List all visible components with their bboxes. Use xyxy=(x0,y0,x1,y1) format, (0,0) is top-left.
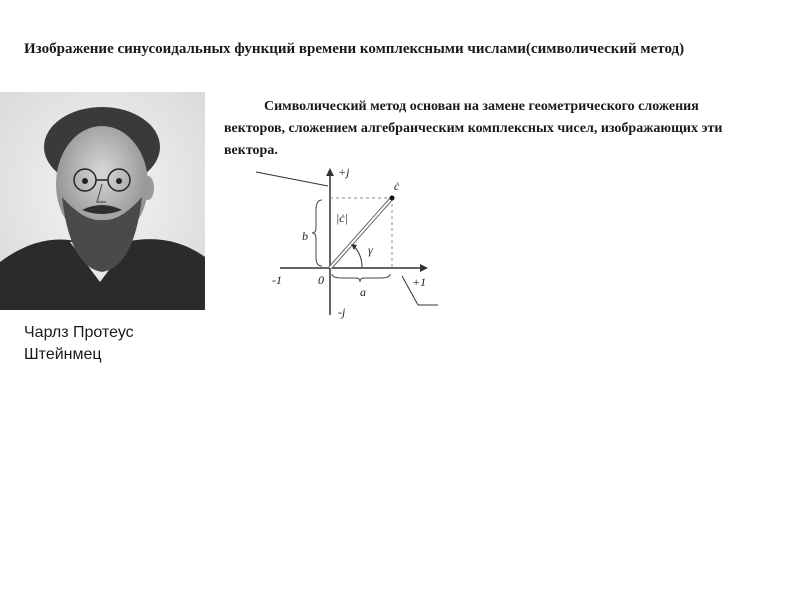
label-a: a xyxy=(360,285,366,299)
label-gamma: γ xyxy=(368,243,373,257)
label-zero: 0 xyxy=(318,273,324,287)
angle-arc xyxy=(354,246,362,268)
label-abs-c: |ċ| xyxy=(336,211,348,225)
steinmetz-portrait xyxy=(0,92,205,310)
label-b: b xyxy=(302,229,308,243)
imaginary-axis-arrow xyxy=(326,168,334,176)
complex-plane-diagram xyxy=(250,160,450,320)
slide-title: Изображение синусоидальных функций времени комплексными числами(символический метод) xyxy=(24,41,685,57)
brace-a xyxy=(332,274,390,282)
label-c: ċ xyxy=(394,179,400,193)
caption-line-1: Чарлз Протеус xyxy=(24,324,134,341)
portrait-caption xyxy=(24,322,204,366)
label-minus-1: -1 xyxy=(272,273,282,287)
body-text: Символический метод основан на замене геометрического сложения векторов, сложением алгебраическим комплексных чисел, изображающих эти вектора. xyxy=(224,99,723,158)
real-axis-arrow xyxy=(420,264,428,272)
vector-tip xyxy=(390,196,395,201)
callout-line-left xyxy=(256,172,328,186)
brace-b xyxy=(312,200,322,266)
caption-line-2: Штейнмец xyxy=(24,346,102,363)
label-plus-1: +1 xyxy=(412,275,427,289)
label-minus-j: -j xyxy=(338,305,346,319)
label-plus-j: +j xyxy=(338,165,350,179)
